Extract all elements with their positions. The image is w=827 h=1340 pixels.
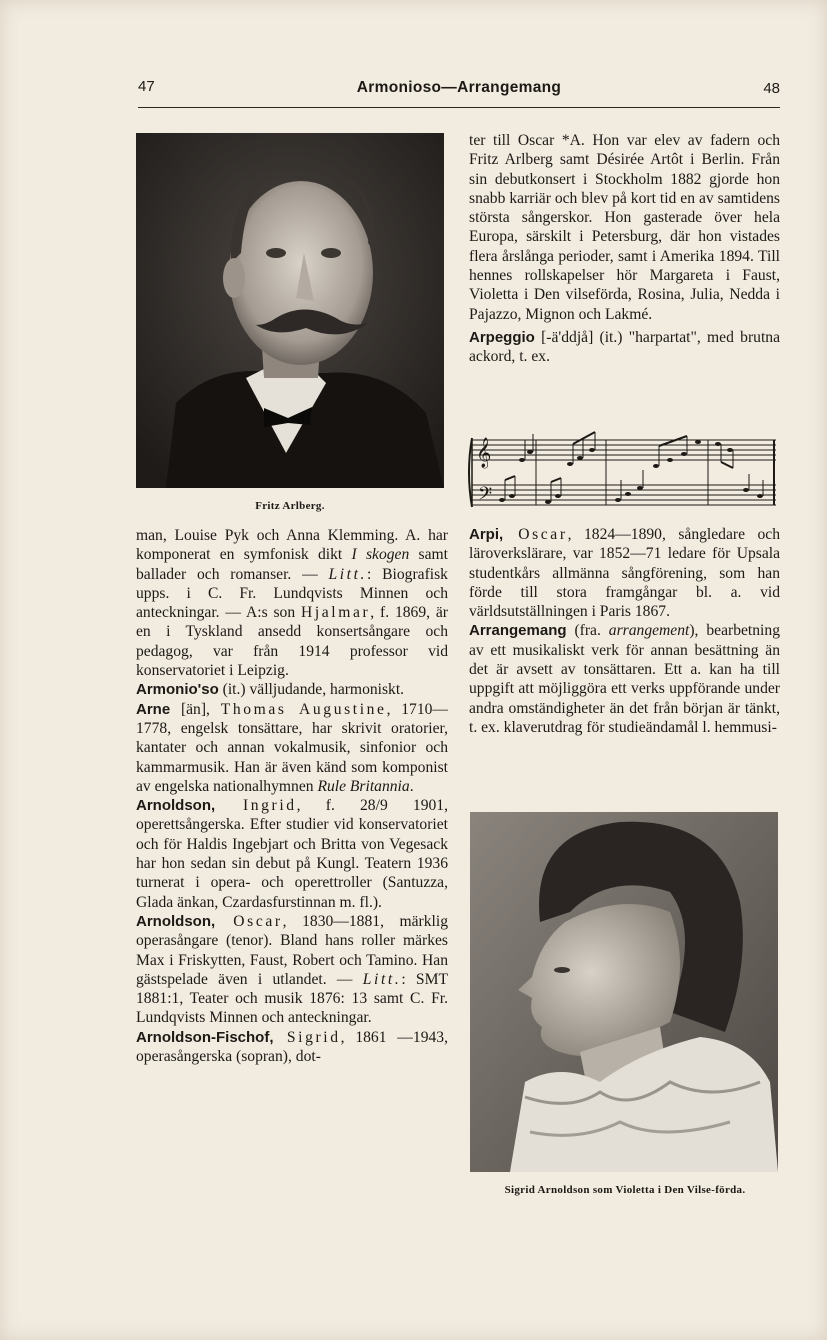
entry-armonioso: Armonio'so (it.) välljudande, harmoniskt. [136,681,405,699]
right-column-mid [469,525,780,737]
left-column [136,526,448,1066]
page-number-left: 47 [138,78,155,95]
portrait-sigrid-arnoldson [470,812,778,1172]
arpeggio-music-example [468,430,780,510]
paragraph-sigrid-cont: ter till Oscar *A. Hon var elev av fadern och Fritz Arlberg samt Désirée Artôt i Berlin. Från sin debutkonsert i Stockholm 1882 gjorde hon snabb karriär och blev på kort tid en av samtidens största sångerskor. Hon gasterade över hela Europa, särskilt i Petersburg, där hon vistades flera årslånga perioder, samt i Amerika 1894. Till hennes rollskapelser hör Margareta i Faust, Violetta i Den vilseförda, Rosina, Julia, Nedda i Pajazzo, Mignon och Lakmé. [469,132,780,323]
portrait2-caption: Sigrid Arnoldson som Violetta i Den Vilse-förda. [504,1184,746,1196]
portrait1-caption: Fritz Arlberg. [255,500,325,512]
entry-arne: Arne [än], Thomas Augustine, 1710—1778, engelsk tonsättare, har skrivit oratorier, kantater och annan vokalmusik, sinfonior och kammarmusik. Han är även känd som komponist av engelska nationalhymnen Rule Britannia. [136,700,448,795]
entry-arnoldson-ingrid: Arnoldson, Ingrid, f. 28/9 1901, operettsångerska. Efter studier vid konservatoriet och för Haldis Ingebjart och Britta von Vegesack har hon sedan sin debut på Kungl. Teatern 1936 turnerat i opera- och operettroller (Santuzza, Glada änkan, Czardasfurstinnan m. fl.). [136,797,448,911]
svg-text:𝄢: 𝄢 [478,484,493,509]
entry-arpi: Arpi, Oscar, 1824—1890, sångledare och läroverkslärare, var 1852—71 ledare för Upsala studentkårs allmänna sångförening, som han förde till stora framgångar bl. a. vid världsutställningen i Paris 1867. [469,526,780,621]
entry-arrangemang: Arrangemang (fra. arrangement), bearbetning av ett musikaliskt verk för annan besättning än det är avsett av tonsättaren. Ett a. kan ha till uppgift att möjliggöra ett verks uppförande under andra omständigheter än det från början är tänkt, t. ex. klaverutdrag för studieändamål l. hemmusi- [469,622,780,736]
entry-arpeggio: Arpeggio [-ä'ddjå] (it.) "harpartat", med brutna ackord, t. ex. [469,328,780,366]
svg-text:𝄞: 𝄞 [476,438,492,468]
page-header [138,78,780,102]
paragraph-arlberg-cont: man, Louise Pyk och Anna Klemming. A. har komponerat en symfonisk dikt I skogen samt ballader och romanser. — Litt.: Biografisk upps. i C. Fr. Lundqvists Minnen och anteckningar. — A:s son Hjalmar, f. 1869, är en i Tyskland ansedd konsertsångare och pedagog, var från 1914 professor vid konservatoriet i Leipzig. [136,527,448,680]
running-title: Armonioso—Arrangemang [356,79,562,96]
entry-arnoldson-oscar: Arnoldson, Oscar, 1830—1881, märklig operasångare (tenor). Bland hans roller märkes Max i Friskytten, Faust, Robert och Tamino. Han gästspelade även i utlandet. — Litt.: SMT 1881:1, Teater och musik 1876: 13 samt C. Fr. Lundqvists Minnen och anteckningar. [136,912,448,1027]
right-column-top [469,131,780,367]
header-rule [138,107,780,108]
page-number-right: 48 [763,80,780,97]
entry-arnoldson-fischof: Arnoldson-Fischof, Sigrid, 1861 —1943, operasångerska (sopran), dot- [136,1028,448,1066]
portrait-fritz-arlberg [136,133,444,488]
